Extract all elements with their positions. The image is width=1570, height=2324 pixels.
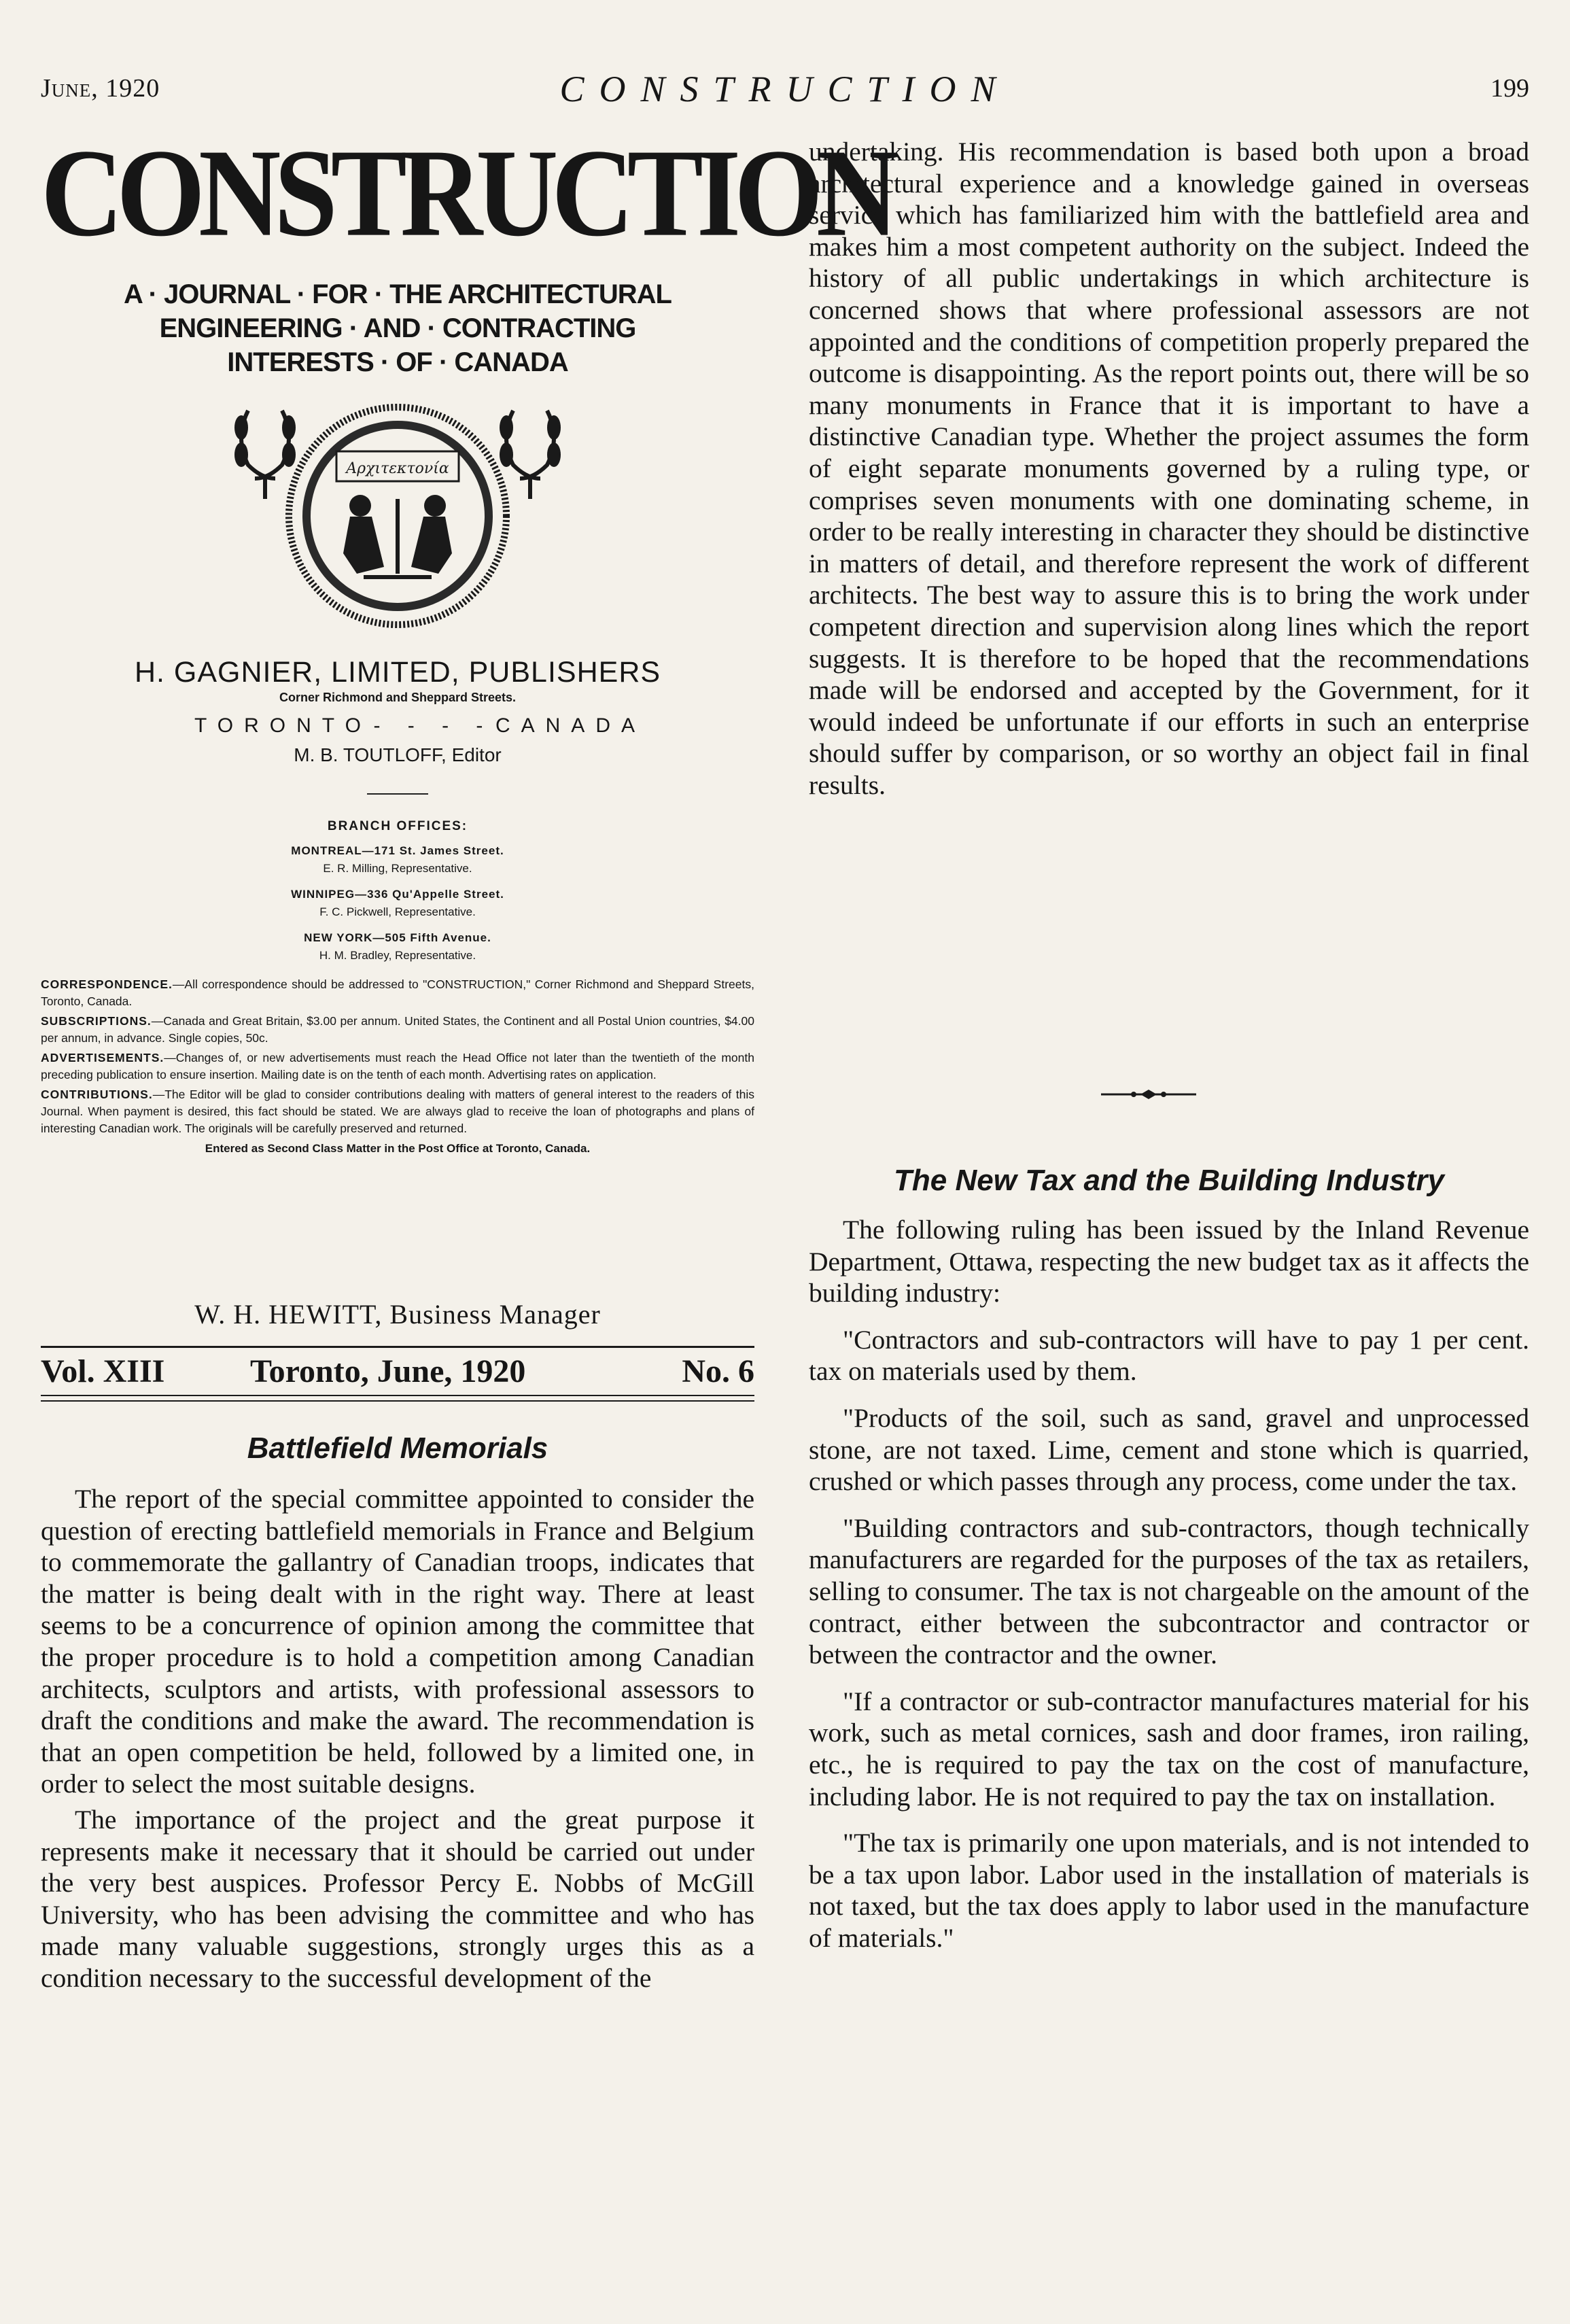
article-paragraph: The report of the special committee appointed to consider the question of erecting battlefield memorials in France and Belgium to commemorate the gallantry of Canadian troops, indicates that the matter is being dealt with in the right way. There at least seems to be a concurrence of opinion among the committee that the proper procedure is to hold a competition among Canadian architects, sculptors and artists, with professional assessors to draft the conditions and make the award. The recommendation is that an open competition be held, followed by a limited one, in order to select the most suitable designs. — [41, 1484, 754, 1799]
article-paragraph: "The tax is primarily one upon materials, and is not intended to be a tax upon labor. Labor used in the installation of materials is not taxed, but the tax does apply to labor used in the manufacture of materials." — [809, 1828, 1529, 1953]
publisher-location — [194, 714, 646, 738]
publisher-address: Corner Richmond and Sheppard Streets. — [279, 691, 517, 704]
branch-office-rep: F. C. Pickwell, Representative. — [319, 905, 476, 918]
notice-text: —Changes of, or new advertisements must reach the Head Office not later than the twentieth of the month preceding publication to ensure insertion. Mailing date is on the tenth of each month. Advertising rates on application. — [41, 1051, 754, 1081]
section-divider-ornament-icon — [1101, 1088, 1196, 1101]
article-paragraph: "Contractors and sub-contractors will have to pay 1 per cent. tax on materials used by them. — [809, 1324, 1529, 1387]
editor-credit: M. B. TOUTLOFF, Editor — [294, 744, 502, 765]
branch-office — [41, 842, 754, 878]
branch-office-rep: H. M. Bradley, Representative. — [319, 949, 476, 962]
location-city: TORONTO — [194, 714, 372, 737]
notice-contributions — [41, 1086, 754, 1137]
branch-office — [41, 886, 754, 921]
article-title: The New Tax and the Building Industry — [894, 1164, 1444, 1197]
notice-text: —The Editor will be glad to consider contributions dealing with matters of general interest to the readers of this Journal. When payment is desired, this fact should be stated. We are always glad to receive the loan of photographs and plans of interesting Canadian work. The originals will be carefully preserved and returned. — [41, 1088, 754, 1135]
subtitle-line: A · JOURNAL · FOR · THE ARCHITECTURAL — [124, 279, 671, 309]
masthead — [41, 123, 892, 965]
notice-text: —Canada and Great Britain, $3.00 per annum. United States, the Continent and all Postal Union countries, $4.00 per annum, in advance. Single copies, 50c. — [41, 1014, 754, 1045]
notice-subscriptions — [41, 1013, 754, 1047]
divider — [41, 1395, 754, 1402]
article-paragraph: The following ruling has been issued by the Inland Revenue Department, Ottawa, respecting the new budget tax as it affects the building industry: — [809, 1215, 1529, 1308]
article-paragraph: "Products of the soil, such as sand, gravel and unprocessed stone, are not taxed. Lime, cement and stone which is quarried, crushed or which passes through any process, come under the tax. — [809, 1402, 1529, 1497]
article-title: Battlefield Memorials — [247, 1432, 548, 1465]
divider — [367, 793, 428, 795]
page-number: 199 — [1490, 74, 1529, 103]
notice-text: —All correspondence should be addressed to "CONSTRUCTION," Corner Richmond and Sheppard Streets, Toronto, Canada. — [41, 977, 754, 1008]
volume-line — [41, 1353, 754, 1393]
postal-entry-notice: Entered as Second Class Matter in the Post Office at Toronto, Canada. — [205, 1142, 591, 1155]
notice-advertisements — [41, 1050, 754, 1083]
subtitle-line: INTERESTS · OF · CANADA — [227, 347, 568, 377]
branch-office-city: NEW YORK—505 Fifth Avenue. — [304, 931, 491, 944]
masthead-subtitle — [41, 277, 754, 379]
location-country: CANADA — [495, 714, 646, 737]
issue-date: June, 1920 — [41, 74, 160, 103]
issue-number: No. 6 — [682, 1353, 754, 1389]
article-paragraph: The importance of the project and the great purpose it represents make it necessary that it should be carried out under the very best auspices. Professor Percy E. Nobbs of McGill University, who has been advising the committee and who has made many valuable suggestions, strongly urges this as a condition necessary to the successful development of the — [41, 1804, 754, 1993]
branch-office-rep: E. R. Milling, Representative. — [323, 862, 472, 875]
business-manager: W. H. HEWITT, Business Manager — [194, 1299, 601, 1330]
article-paragraph: "If a contractor or sub-contractor manufactures material for his work, such as metal cornices, sash and door frames, iron railing, etc., he is required to pay the tax on the cost of manufacture, including labor. He is not required to pay the tax on installation. — [809, 1686, 1529, 1811]
running-head — [41, 69, 1529, 121]
divider — [41, 1346, 754, 1348]
volume-number: Vol. XIII — [41, 1353, 165, 1389]
volume-place-date: Toronto, June, 1920 — [250, 1353, 526, 1389]
notice-key: ADVERTISEMENTS. — [41, 1051, 164, 1064]
journal-name-header: CONSTRUCTION — [559, 69, 1011, 109]
notice-correspondence — [41, 976, 754, 1010]
article-body-continued — [809, 136, 1529, 805]
notice-key: CORRESPONDENCE. — [41, 977, 173, 991]
architecture-emblem-icon — [221, 397, 574, 628]
notice-key: CONTRIBUTIONS. — [41, 1088, 153, 1101]
article-body-left — [41, 1483, 754, 1998]
location-separator: - - - - — [373, 714, 494, 737]
notice-key: SUBSCRIPTIONS. — [41, 1014, 152, 1028]
article-paragraph: "Building contractors and sub-contractors, though technically manufacturers are regarded for the purposes of the tax as retailers, selling to consumer. The tax is not chargeable on the amount of the contract, either between the subcontractor and contractor or between the contractor and the owner. — [809, 1512, 1529, 1670]
emblem-label: Αρχιτεκτονία — [346, 460, 449, 477]
branch-office — [41, 929, 754, 965]
masthead-title: CONSTRUCTION — [41, 123, 892, 263]
article-body-tax — [809, 1214, 1529, 1969]
publisher-name: H. GAGNIER, LIMITED, PUBLISHERS — [134, 656, 661, 689]
branch-office-city: MONTREAL—171 St. James Street. — [291, 844, 504, 857]
subtitle-line: ENGINEERING · AND · CONTRACTING — [159, 313, 636, 343]
branch-offices-heading: BRANCH OFFICES: — [327, 819, 468, 833]
notices — [41, 976, 754, 1157]
branch-office-city: WINNIPEG—336 Qu'Appelle Street. — [291, 888, 504, 901]
article-paragraph: undertaking. His recommendation is based both upon a broad architectural experience and a knowledge gained in overseas service which has familiarized him with the battlefield area and makes him a most competent authority on the subject. Indeed the history of all public undertakings in which architecture is concerned shows that where professional assessors are not appointed and the conditions of competition properly prepared the outcome is disappointing. As the report points out, there will be so many monuments in France that it is important to have a distinctive Canadian type. Whether the project assumes the form of eight separate monuments governed by a ruling type, or comprises seven monuments with one dominating scheme, in order to be really interesting in character they should be distinctive in matters of detail, and therefore represent the work of different architects. The best way to assure this is to bring the work under competent direction and supervision along lines which the report suggests. It is therefore to be hoped that the recommendations made will be endorsed and accepted by the Government, for it would indeed be unfortunate if our efforts in such an enterprise should suffer by comparison, or so worthy an object fail in final results. — [809, 137, 1529, 800]
